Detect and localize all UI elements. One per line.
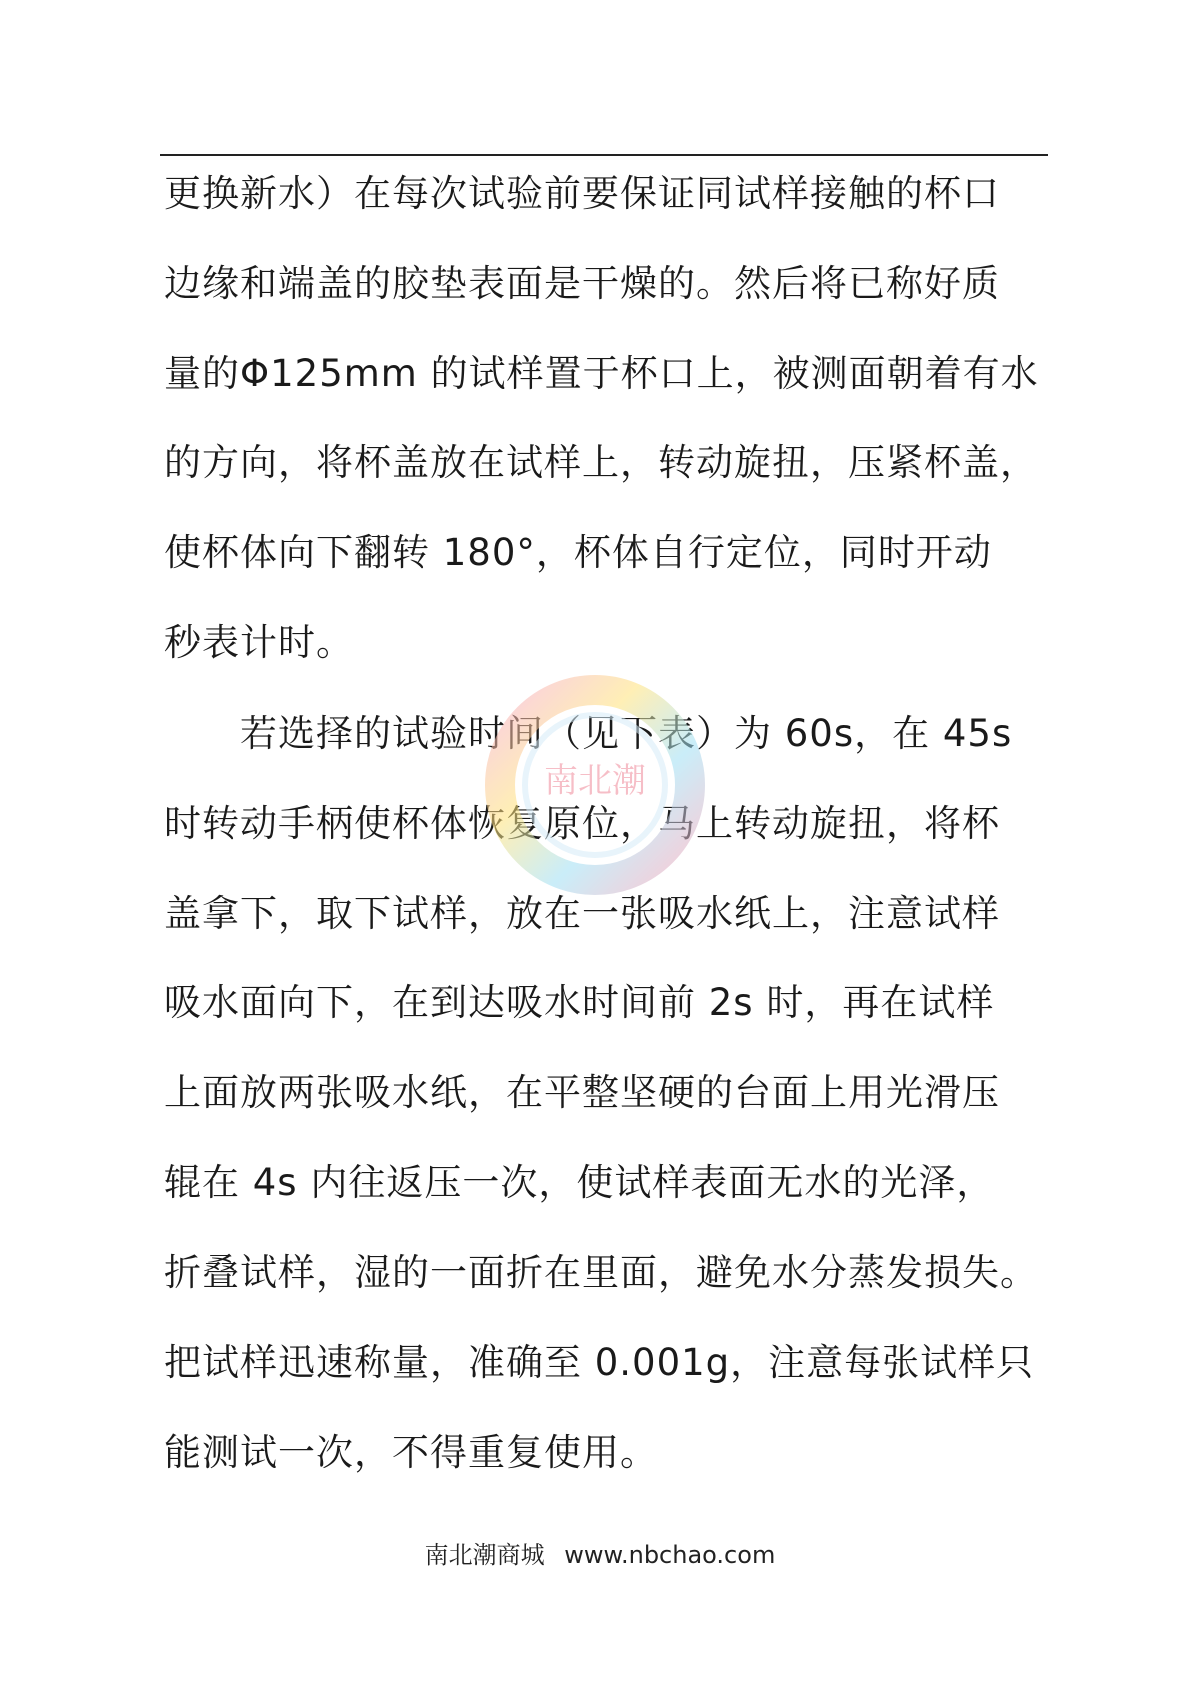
body-line-14: 把试样迅速称量，准确至 0.001g，注意每张试样只 <box>164 1341 1035 1384</box>
header-rule <box>160 154 1048 156</box>
body-line-9: 盖拿下，取下试样，放在一张吸水纸上，注意试样 <box>164 892 1000 935</box>
body-line-12: 辊在 4s 内往返压一次，使试样表面无水的光泽， <box>164 1161 995 1204</box>
body-line-4: 的方向，将杯盖放在试样上，转动旋扭，压紧杯盖， <box>164 441 1038 484</box>
body-line-15: 能测试一次，不得重复使用。 <box>164 1431 658 1474</box>
body-line-13: 折叠试样，湿的一面折在里面，避免水分蒸发损失。 <box>164 1251 1038 1294</box>
body-line-11: 上面放两张吸水纸，在平整坚硬的台面上用光滑压 <box>164 1071 1000 1114</box>
body-line-5: 使杯体向下翻转 180°，杯体自行定位，同时开动 <box>164 531 992 574</box>
footer-site-name: 南北潮商城 <box>424 1541 545 1569</box>
body-line-8: 时转动手柄使杯体恢复原位，马上转动旋扭，将杯 <box>164 802 1000 845</box>
body-line-3: 量的Φ125mm 的试样置于杯口上，被测面朝着有水 <box>164 352 1039 395</box>
body-line-1: 更换新水）在每次试验前要保证同试样接触的杯口 <box>164 172 1000 215</box>
body-line-10: 吸水面向下，在到达吸水时间前 2s 时，再在试样 <box>164 981 995 1024</box>
body-line-6: 秒表计时。 <box>164 621 354 664</box>
body-line-7: 若选择的试验时间（见下表）为 60s，在 45s <box>164 712 1013 755</box>
page-footer <box>0 1535 1200 1570</box>
body-line-2: 边缘和端盖的胶垫表面是干燥的。然后将已称好质 <box>164 262 1000 305</box>
watermark-logo <box>470 660 720 910</box>
footer-url: www.nbchao.com <box>564 1541 776 1569</box>
watermark-text: 南北潮 <box>544 761 646 801</box>
